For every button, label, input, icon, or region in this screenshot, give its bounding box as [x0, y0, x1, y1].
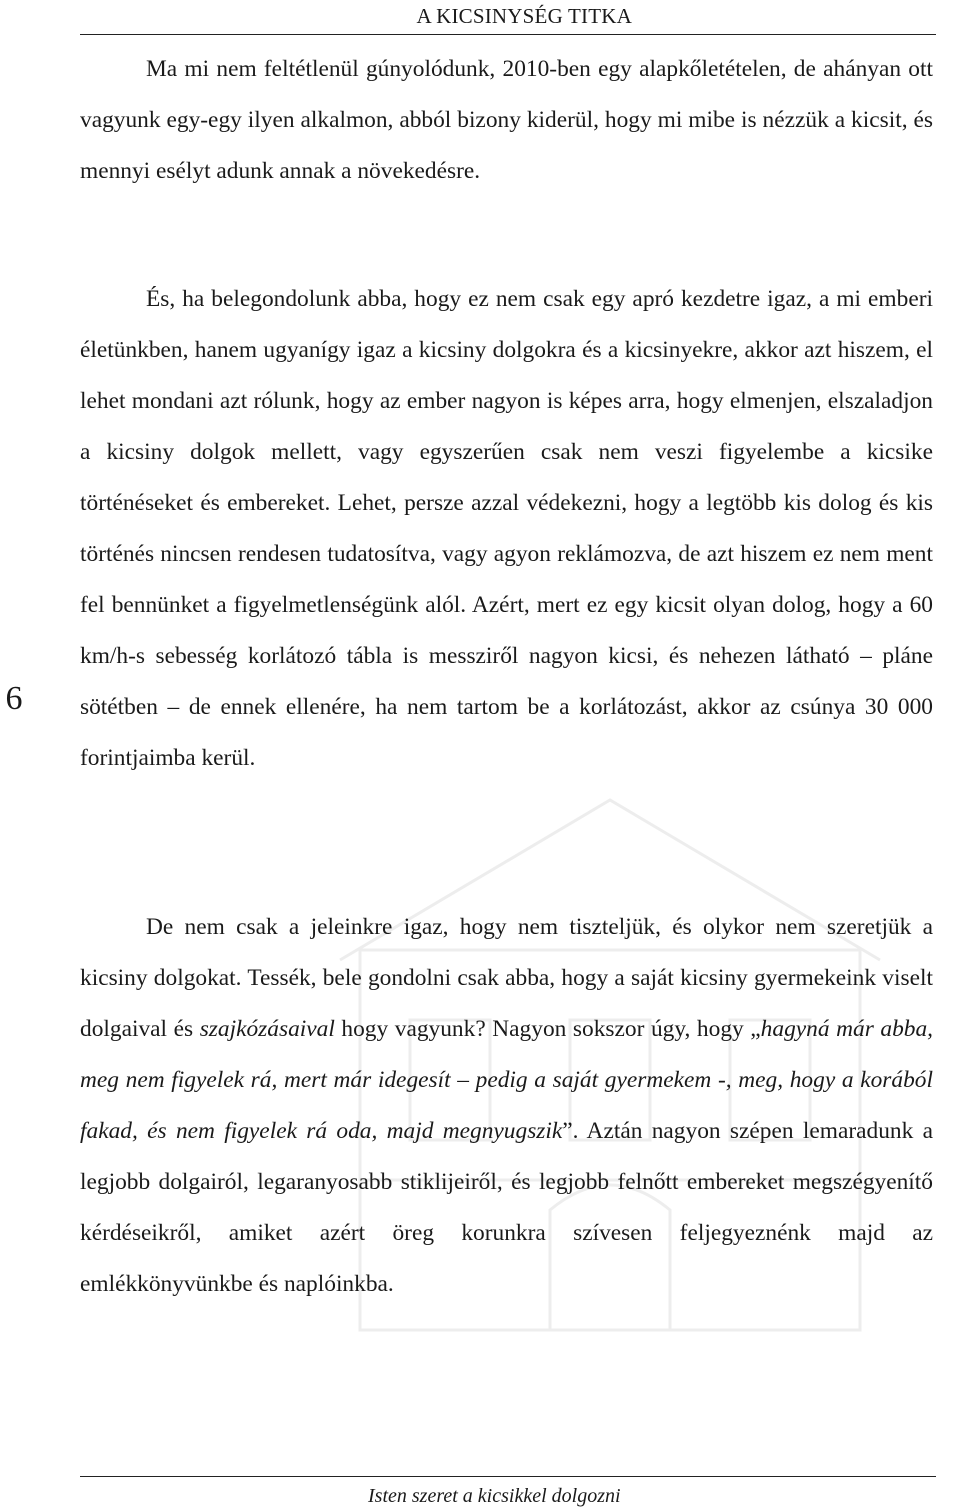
paragraph-3-italic-2: hagyná már abba, meg nem figyelek rá, mert már idegesít – pedig a saját gyermekem -, meg, hogy a korából fakad, és nem figyelek rá oda, majd megnyugszik — [80, 1016, 933, 1144]
body-text-block-2 — [80, 274, 933, 784]
page-number: 6 — [5, 680, 23, 717]
paragraph-1: Ma mi nem feltétlenül gúnyolódunk, 2010-ben egy alapkőletételen, de ahányan ott vagyunk egy-egy ilyen alkalmon, abból bizony kiderül, hogy mi mibe is nézzük a kicsit, és mennyi esélyt adunk annak a növekedésre. — [80, 56, 933, 184]
paragraph-3-part-3: ”. Aztán nagyon szépen lemaradunk a legjobb dolgairól, legaranyosabb stiklijeiről, és legjobb felnőtt embereket megszégyenítő kérdéseikről, amiket azért öreg korunkra szívesen feljegyeznénk majd az emlékkönyvünkbe és naplóinkba. — [80, 1118, 933, 1297]
paragraph-3 — [80, 902, 933, 1310]
paragraph-3-part-1: De nem csak a jeleinkre igaz, hogy nem tiszteljük, és olykor nem szeretjük a kicsiny dolgokat. Tessék, bele gondolni csak abba, hogy a saját kicsiny gyermekeink viselt dolgaival és — [80, 914, 933, 1042]
paragraph-3-italic-1: szajkózásaival — [199, 1016, 335, 1042]
paragraph-2: És, ha belegondolunk abba, hogy ez nem csak egy apró kezdetre igaz, a mi emberi életünkben, hanem ugyanígy igaz a kicsiny dolgokra és a kicsinyekre, akkor azt hiszem, el lehet mondani azt rólunk, hogy az ember nagyon is képes arra, hogy elmenjen, elszaladjon a kicsiny dolgok mellett, vagy egyszerűen csak nem veszi figyelembe a kicsike történéseket és embereket. Lehet, persze azzal védekezni, hogy a legtöbb kis dolog és kis történés nincsen rendesen tudatosítva, vagy agyon reklámozva, de azt hiszem ez nem ment fel bennünket a figyelmetlenségünk alól. Azért, mert ez egy kicsit olyan dolog, hogy a 60 km/h-s sebesség korlátozó tábla is messziről nagyon kicsi, és nehezen látható – pláne sötétben – de ennek ellenére, ha nem tartom be a korlátozást, akkor az csúnya 30 000 forintjaimba kerül. — [80, 286, 933, 771]
running-title: A KICSINYSÉG TITKA — [416, 4, 632, 28]
footer-title: Isten szeret a kicsikkel dolgozni — [368, 1485, 621, 1507]
body-text-block-1 — [80, 44, 933, 197]
page-header — [80, 0, 936, 35]
paragraph-3-part-2: hogy vagyunk? Nagyon sokszor úgy, hogy „ — [334, 1016, 761, 1042]
body-text-block-3 — [80, 902, 933, 1310]
page-footer — [80, 1476, 936, 1507]
